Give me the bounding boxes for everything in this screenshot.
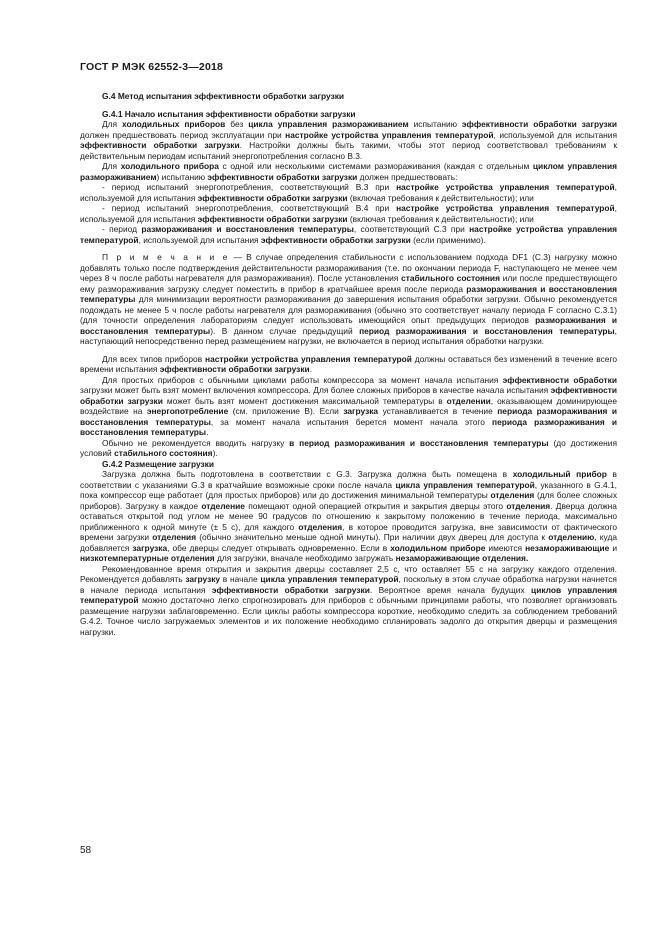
text-run: (см. приложение В). Если [228,406,344,416]
text-run: - период [102,224,142,234]
text-run: ) испытанию [156,171,208,182]
text-run: , поскольку в этом случае обработка нагрузки начнется в начале периода испытания [80,574,617,595]
text-run: Для [102,119,123,129]
term-bold: в период размораживания и восстановления температуры [289,437,549,448]
text-run: . [206,427,209,437]
text-run: устанавливается в течение [378,406,498,416]
term-bold: размораживания и восстановления температуры [80,315,618,336]
text-run: . [309,364,313,374]
text-run: можно достаточно легко спрогнозировать для приборов с обычными принципами работы, что позволяет организовать размещение нагрузки заблаговременно. Если циклы работы компрессора короткие, необходимо следить за соблюдением требований G.4.2. Точное число загружаемых элементов и их положение необходимо спланировать задолго до открытия дверцы и размещения нагрузки. [80,595,617,637]
text-run: Загрузка должна быть подготовлена в соответствии с G.3. Загрузка должна быть помещена в [102,469,513,479]
term-bold: отделение [201,500,245,511]
text-run: или после предшествующего ему размораживания загрузку следует поместить в прибор в кратчайшее время после периода [80,273,617,294]
text-run: , за момент начала испытания берется момент начала этого [210,416,493,427]
text-run: имеются [485,542,526,553]
paragraph [80,375,617,438]
text-run: Для простых приборов с обычными циклами работы компрессора за момент начала испытания [102,374,503,385]
term-bold: загрузка [343,406,379,416]
term-bold: цикла управления размораживанием [248,119,409,129]
term-bold: холодильного прибора [120,161,219,171]
text-run: (обычно значительно меньше одной минуты). При наличии двух дверец для доступа к [196,532,549,542]
text-run: должны оставаться без изменений в течение всего времени испытания [80,353,617,374]
paragraph [80,203,617,224]
term-bold: эффективности обработки загрузки [197,213,348,224]
text-run: Обычно не рекомендуется вводить нагрузку [102,437,290,448]
term-bold: цикла управления температурой [260,574,399,584]
text-run: в начале [220,574,261,584]
term-bold: периода размораживания и восстановления температуры [80,416,617,437]
text-run: Для всех типов приборов [102,353,206,364]
term-bold: эффективности обработки загрузки [80,140,240,150]
term-bold: загрузку [185,574,221,584]
text-run: . Настройки должны быть такими, чтобы этот период соответствовал требованиям к действительным периодам испытаний энергопотребления согласно В.3. [80,140,617,161]
document-header: ГОСТ Р МЭК 62552-3—2018 [80,61,224,73]
text-run: , обе дверцы следует открывать одновременно. Если в [167,542,391,553]
text-run: , используемой для испытания [80,203,617,224]
term-bold: эффективности обработки загрузки [461,119,618,129]
page-number: 58 [80,845,92,856]
text-run: должен предшествовать: [357,171,458,182]
term-bold: стабильного состояния [401,273,500,283]
term-bold: размораживания и восстановления температуры [80,283,617,304]
text-run: может быть взят момент достижения максимальной температуры в [162,395,447,406]
term-bold: незамораживающие отделения. [395,553,529,563]
text-run: , в которое проводится загрузка, вне зависимости от фактического времени загрузки [80,521,617,542]
term-bold: эффективности обработки загрузки [211,584,370,595]
term-bold: холодильных приборов [122,119,226,129]
term-bold: эффективности обработки загрузки [260,234,411,245]
note-label: П р и м е ч а н и е [102,252,230,262]
term-bold: отделении [446,395,491,406]
term-bold: эффективности обработки загрузки [159,364,310,374]
term-bold: циклом управления размораживанием [80,161,618,182]
text-run: , используемой для испытания [80,182,617,203]
text-run: ). В данном случае предыдущий [210,325,360,336]
text-run: в соответствии с указаниями G.3 в кратчайшие возможные сроки после начала [80,469,617,490]
text-run: , оказывающем доминирующее воздействие на [80,395,617,416]
text-run: Рекомендованное время открытия и закрытия дверцы составляет 2,5 с, что оставляет 55 с на загрузку каждого отделения. Рекомендуется добавлять [80,563,617,584]
text-run: (до достижения условий [80,437,617,458]
term-bold: энергопотребление [146,406,229,416]
term-bold: эффективности обработки загрузки [207,171,358,182]
text-run: , используемой для испытания [493,129,617,140]
term-bold: эффективности обработки загрузки [80,385,617,406]
text-run: — В случае определения стабильности с использованием подхода DF1 (С.3) нагрузку можно добавлять только после подтверждения действительности размораживания (т.е. по окончании периода F, наступающего не менее чем через 8 ч после работы нагревателя для размораживания). После установления [80,252,617,283]
term-bold: стабильного состояния [114,448,213,458]
paragraph [80,469,617,564]
section-heading: G.4.2 Размещение загрузки [102,458,215,469]
text-run: и [609,542,617,553]
text-run: испытанию [408,119,462,129]
paragraph [80,564,617,638]
text-run: должен предшествовать период эксплуатации при [80,129,286,140]
text-run: (включая требования к действительности); или [347,192,534,203]
paragraph [80,161,617,182]
text-run: (включая требования к действительности); или [347,213,534,224]
text-run: , указанного в G.4.1, пока компрессор еще работает (для простых приборов) или до достижения минимальной температуры [80,479,617,500]
term-bold: периода размораживания и восстановления температуры [80,406,617,427]
term-bold: циклов управления температурой [80,584,617,605]
text-run: - период испытаний энергопотребления, соответствующий В.4 при [102,203,397,213]
term-bold: настройки устройства управления температурой [205,353,412,364]
term-bold: настройке устройства управления температурой [396,182,615,192]
term-bold: незамораживающие [525,542,610,553]
text-run: для загрузки, вначале необходимо загружать [214,553,396,563]
term-bold: эффективности обработки [502,374,617,385]
term-bold: настройке устройства управления температурой [396,203,615,213]
term-bold: отделения [152,532,197,542]
term-bold: период размораживания и восстановления температуры [359,325,615,336]
paragraph [80,354,617,375]
term-bold: холодильный прибор [512,469,607,479]
text-run: . Дверца должна оставаться открытой под углом не менее 90 градусов по отношению к закрытому положению в течение периода, максимально приближенного к одной минуте (± 5 с), для каждого [80,500,617,532]
term-bold: отделения [506,500,551,511]
paragraph [80,438,617,459]
term-bold: холодильном приборе [390,542,486,553]
paragraph [80,182,617,203]
term-bold: низкотемпературные отделения [80,553,215,563]
text-run: с одной или несколькими системами размораживания (каждая с отдельным [218,161,533,171]
text-run: без [225,119,249,129]
term-bold: отделения [490,490,535,500]
term-bold: настройке устройства управления температурой [80,224,617,245]
text-run: ). [212,448,218,458]
term-bold: размораживания и восстановления температуры [141,224,354,234]
term-bold: загрузка [132,542,168,553]
text-run: , наступающий непосредственно перед размещением нагрузки, не включается в период испытания обработки нагрузки. [80,325,617,346]
term-bold: цикла управления температурой [395,479,535,490]
paragraph [80,224,617,245]
text-run: , соответствующий С.3 при [353,224,470,234]
text-run: , куда добавляется [80,532,618,553]
paragraph [80,119,617,161]
text-run: Для [102,161,121,171]
paragraph [80,252,617,347]
term-bold: настройке устройства управления температурой [285,129,494,140]
document-body [80,91,617,637]
text-run: для минимизации вероятности размораживания до завершения испытания обработки загрузки. Обычно рекомендуется подождать не менее 5 ч после работы нагревателя для размораживания (обычно это соответствует началу периода F согласно С.3.1) (для точности определения лабораториям следует использовать имеющийся опыт предыдущих периодов [80,294,617,325]
term-bold: эффективности обработки загрузки [197,192,348,203]
text-run: (для более сложных приборов). Загрузку в каждое [80,490,618,511]
term-bold: отделения [298,521,343,532]
text-run: (если применимо). [410,234,486,245]
text-run: загрузки может быть взят момент включения компрессора. Для более сложных приборов в качестве начала испытания [80,385,551,395]
term-bold: отделению [548,532,595,542]
section-heading: G.4 Метод испытания эффективности обработки загрузки [102,91,345,101]
text-run: , используемой для испытания [138,234,261,245]
section-heading: G.4.1 Начало испытания эффективности обработки загрузки [102,108,356,119]
text-run: - период испытаний энергопотребления, соответствующий В.3 при [102,182,397,192]
text-run: помещают одной операцией открытия и закрытия дверцы этого [244,500,507,511]
text-run: . Вероятное время начала будущих [369,584,532,595]
